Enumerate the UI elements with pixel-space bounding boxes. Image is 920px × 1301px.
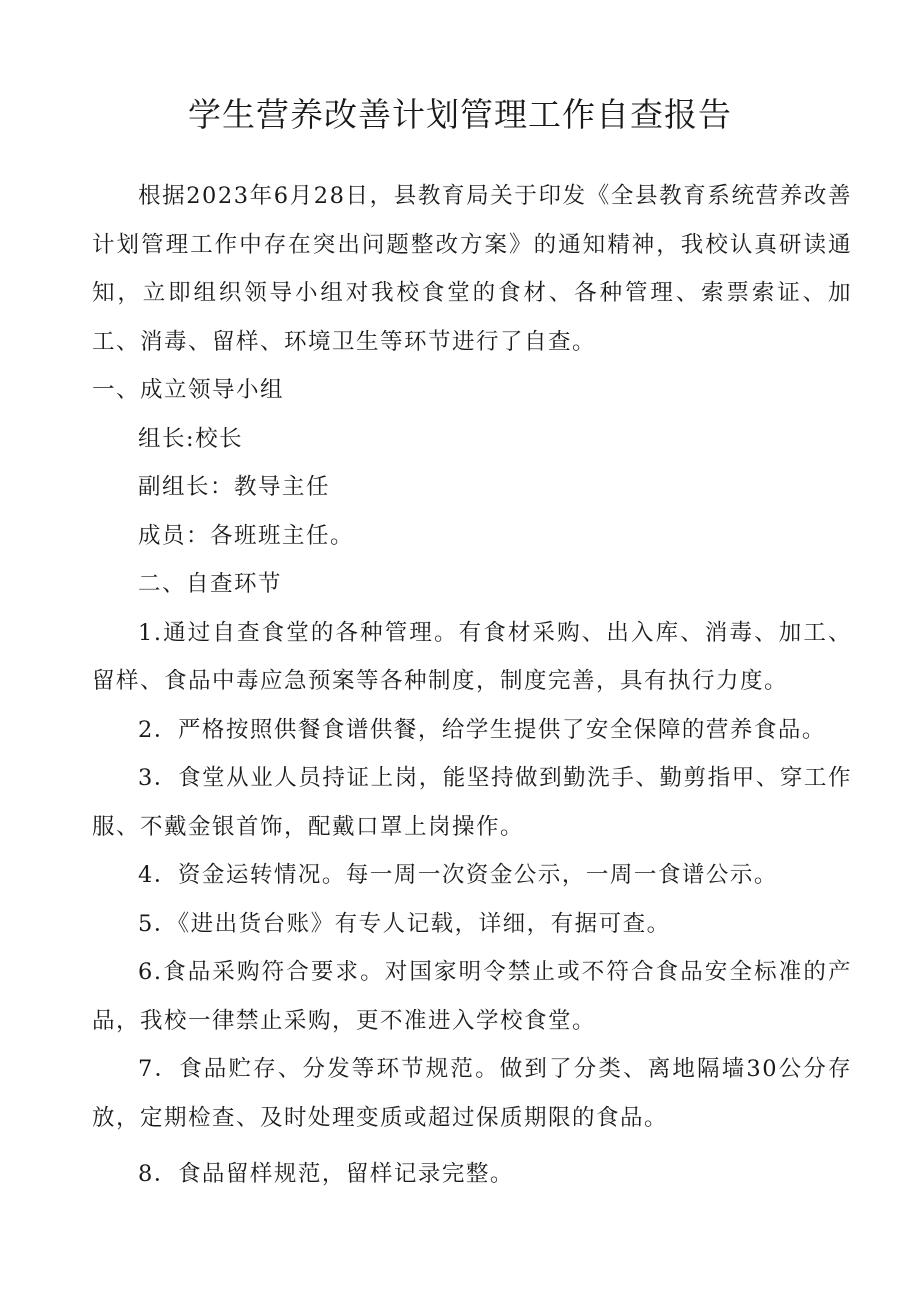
deputy-leader-line: 副组长：教导主任 xyxy=(138,474,331,500)
check-item-6: 6.食品采购符合要求。对国家明令禁止或不符合食品安全标准的产品，我校一律禁止采购，更不准进入学校食堂。 xyxy=(92,959,852,1034)
check-item-1: 1.通过自查食堂的各种管理。有食材采购、出入库、消毒、加工、留样、食品中毒应急预案等各种制度，制度完善，具有执行力度。 xyxy=(92,619,852,694)
check-item-4: 4．资金运转情况。每一周一次资金公示，一周一食谱公示。 xyxy=(138,862,778,888)
check-item-2: 2．严格按照供餐食谱供餐，给学生提供了安全保障的营养食品。 xyxy=(138,716,826,743)
check-item-8: 8．食品留样规范，留样记录完整。 xyxy=(138,1161,514,1187)
check-item-5: 5．《进出货台账》有专人记载，详细，有据可查。 xyxy=(138,910,671,937)
section-heading-leadership: 一、成立领导小组 xyxy=(92,377,285,403)
document-body xyxy=(92,172,852,1199)
section-heading-self-check: 二、自查环节 xyxy=(138,571,283,597)
check-item-3: 3．食堂从业人员持证上岗，能坚持做到勤洗手、勤剪指甲、穿工作服、不戴金银首饰，配戴口罩上岗操作。 xyxy=(92,765,852,840)
check-item-7: 7．食品贮存、分发等环节规范。做到了分类、离地隔墙30公分存放，定期检查、及时处理变质或超过保质期限的食品。 xyxy=(92,1056,852,1131)
leader-line: 组长:校长 xyxy=(138,425,244,452)
intro-paragraph: 根据2023年6月28日，县教育局关于印发《全县教育系统营养改善计划管理工作中存在突出问题整改方案》的通知精神，我校认真研读通知，立即组织领导小组对我校食堂的食材、各种管理、索票索证、加工、消毒、留样、环境卫生等环节进行了自查。 xyxy=(92,183,852,355)
document-title: 学生营养改善计划管理工作自查报告 xyxy=(188,95,732,134)
members-line: 成员：各班班主任。 xyxy=(138,522,355,549)
